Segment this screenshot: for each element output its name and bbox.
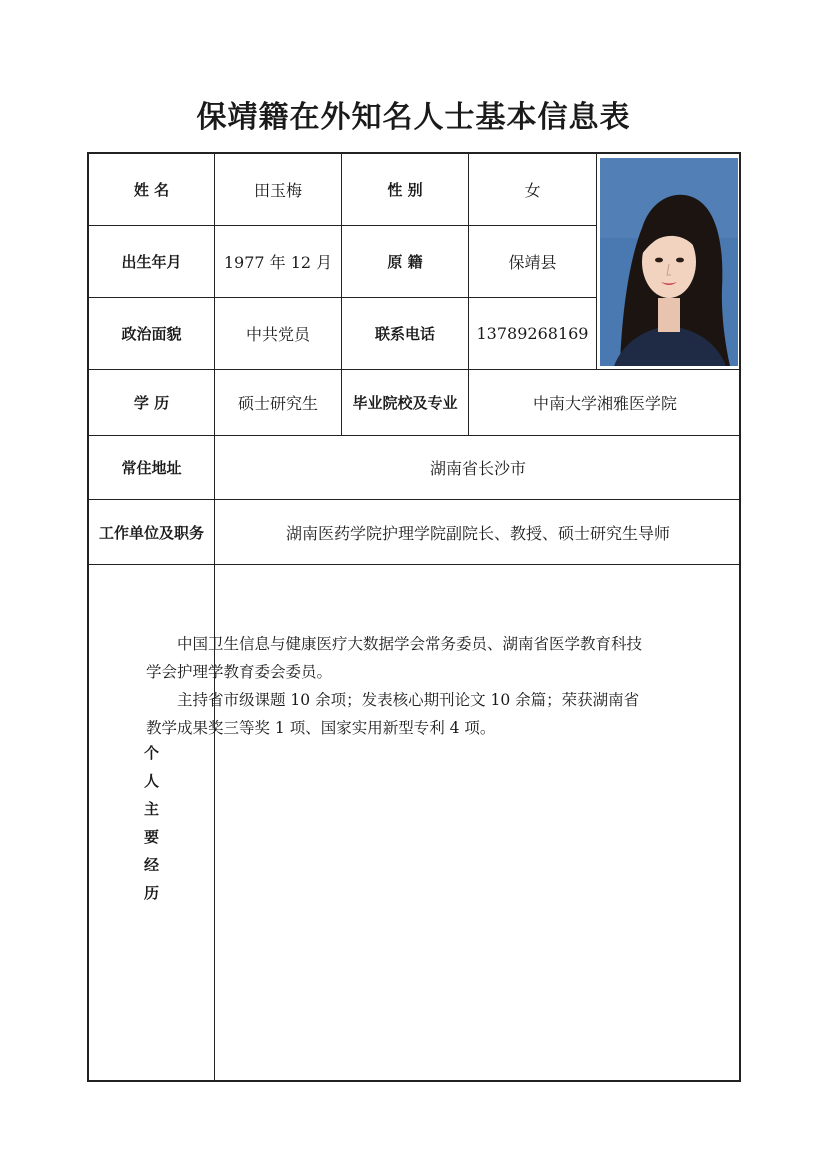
address-label: 常住地址	[89, 436, 215, 500]
origin-value: 保靖县	[469, 226, 597, 298]
experience-label-char: 要	[143, 827, 159, 846]
school-value: 中南大学湘雅医学院	[469, 370, 741, 436]
experience-paragraph: 主持省市级课题 10 余项；发表核心期刊论文 10 余篇；荣获湖南省教学成果奖三等奖 1 项、国家实用新型专利 4 项。	[146, 691, 640, 737]
form-title: 保靖籍在外知名人士基本信息表	[196, 100, 631, 135]
experience-label-char: 个	[143, 743, 159, 762]
political-value: 中共党员	[215, 298, 342, 370]
experience-label-char: 人	[143, 771, 159, 790]
info-form	[87, 152, 741, 1082]
work-value: 湖南医药学院护理学院副院长、教授、硕士研究生导师	[215, 500, 741, 565]
phone-value: 13789268169	[469, 298, 597, 370]
name-label: 姓 名	[89, 154, 215, 226]
experience-content	[136, 630, 656, 742]
phone-label: 联系电话	[342, 298, 469, 370]
gender-value: 女	[469, 154, 597, 226]
school-label: 毕业院校及专业	[342, 370, 469, 436]
birth-label: 出生年月	[89, 226, 215, 298]
experience-paragraph: 中国卫生信息与健康医疗大数据学会常务委员、湖南省医学教育科技学会护理学教育委会委员。	[146, 635, 643, 681]
address-value: 湖南省长沙市	[215, 436, 741, 500]
experience-label-char: 经	[143, 855, 159, 874]
experience-label-char: 主	[143, 799, 159, 818]
birth-value: 1977 年 12 月	[215, 226, 342, 298]
education-label: 学 历	[89, 370, 215, 436]
portrait-frame	[597, 154, 741, 370]
political-label: 政治面貌	[89, 298, 215, 370]
work-label: 工作单位及职务	[89, 500, 215, 565]
origin-label: 原 籍	[342, 226, 469, 298]
name-value: 田玉梅	[215, 154, 342, 226]
experience-label-char: 历	[143, 883, 159, 902]
portrait-photo	[600, 158, 738, 366]
gender-label: 性 别	[342, 154, 469, 226]
education-value: 硕士研究生	[215, 370, 342, 436]
